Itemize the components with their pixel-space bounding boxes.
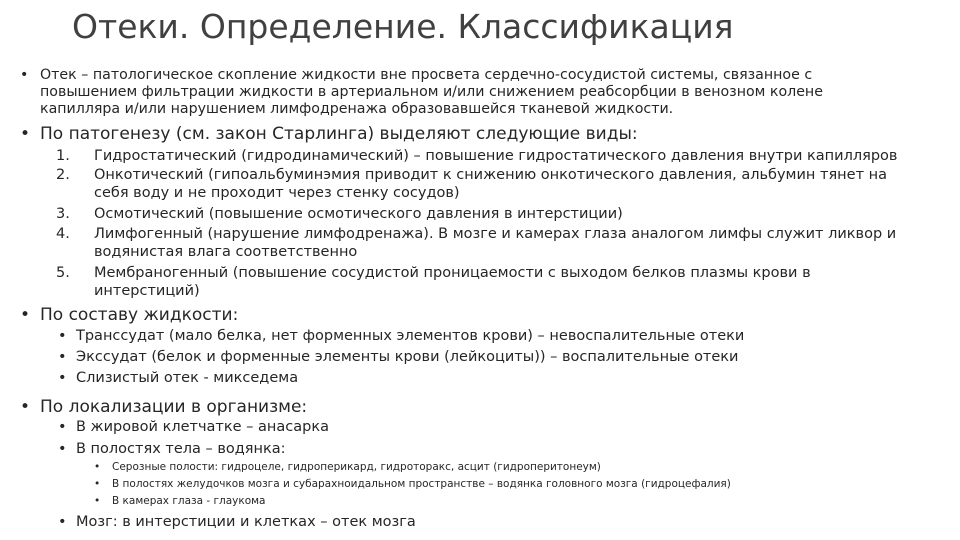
- localization-item: • В жировой клетчатке – анасарка: [58, 419, 329, 435]
- composition-heading: По составу жидкости:: [40, 305, 239, 325]
- localization-bullet: •: [20, 397, 31, 417]
- definition-bullet: •: [20, 67, 29, 83]
- definition-line: повышением фильтрации жидкости в артериальном и/или снижением реабсорбции в венозном колене: [40, 84, 823, 100]
- localization-item: • Мозг: в интерстиции и клетках – отек мозга: [58, 514, 416, 530]
- composition-bullet: •: [20, 305, 31, 325]
- pathogenesis-bullet: •: [20, 124, 31, 144]
- definition-line: капилляра и/или нарушением лимфодренажа образовавшейся тканевой жидкости.: [40, 101, 674, 117]
- localization-item: • В полостях тела – водянка:: [58, 441, 286, 457]
- localization-heading: По локализации в организме:: [40, 397, 308, 417]
- pathogenesis-heading: По патогенезу (см. закон Старлинга) выделяют следующие виды:: [40, 124, 638, 144]
- slide-title: Отеки. Определение. Классификация: [72, 7, 734, 46]
- definition-text: [40, 67, 823, 118]
- definition-line: Отек – патологическое скопление жидкости вне просвета сердечно-сосудистой системы, связанное с: [40, 67, 813, 83]
